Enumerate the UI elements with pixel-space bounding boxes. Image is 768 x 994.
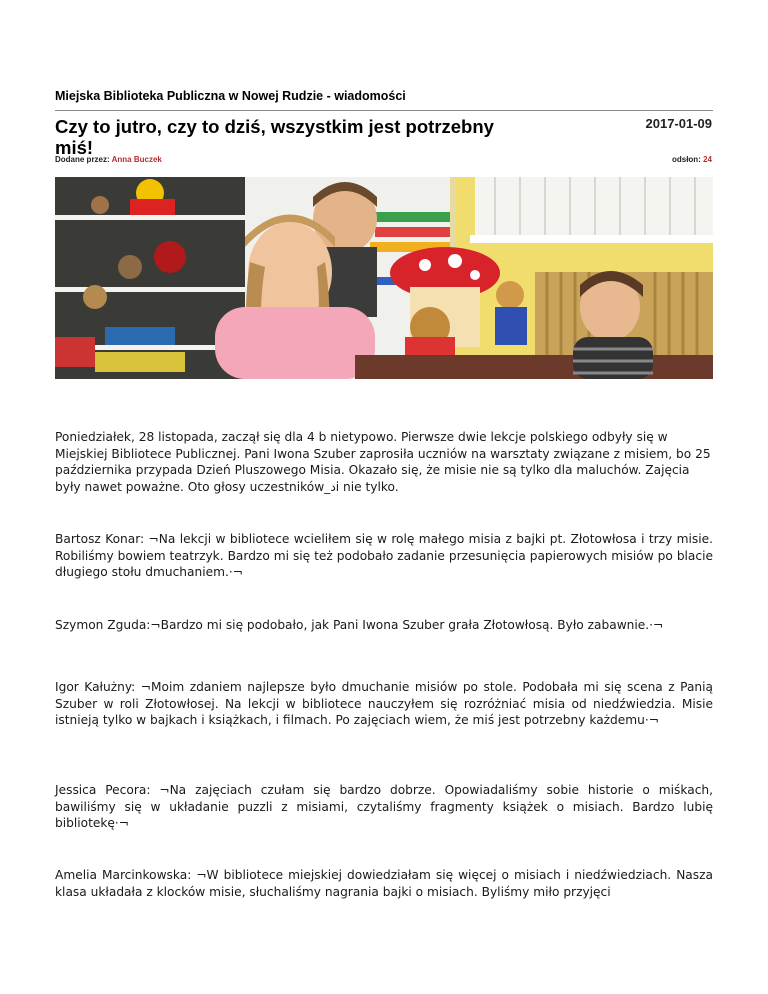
article-paragraph-quote: Bartosz Konar: ¬Na lekcji w bibliotece wcieliłem się w rolę małego misia z bajki pt. Złotowłosa i trzy misie. Robiliśmy bowiem teatrzyk. Bardzo mi się też podobało zadanie przesunięcia papierowych misiów po blacie długiego stołu dmuchaniem.·¬ (55, 532, 713, 579)
header-divider (55, 110, 713, 111)
byline (55, 155, 162, 164)
article-paragraph-intro: Poniedziałek, 28 listopada, zaczął się dla 4 b nietypowo. Pierwsze dwie lekcje polskiego odbyły się w Miejskiej Bibliotece Publicznej. Pani Iwona Szuber zaprosiła uczniów na warsztaty związane z misiem, bo 25 października przypada Dzień Pluszowego Misia. Okazało się, że misie nie są tylko dla maluchów. Zajęcia były nawet poważne. Oto głosy uczestników_ﺩi nie tylko. (55, 430, 711, 494)
article-date: 2017-01-09 (645, 116, 712, 131)
view-counter (672, 155, 712, 164)
author-link[interactable]: Anna Buczek (111, 155, 162, 164)
article-paragraph-quote: Szymon Zguda:¬Bardzo mi się podobało, jak Pani Iwona Szuber grała Złotowłosą. Było zabawnie.·¬ (55, 618, 664, 632)
article-title: Czy to jutro, czy to dziś, wszystkim jest potrzebny miś! (55, 116, 494, 158)
article-paragraph-quote: Jessica Pecora: ¬Na zajęciach czułam się bardzo dobrze. Opowiadaliśmy sobie historie o miśkach, bawiliśmy się w układanie puzzli z misiami, czytaliśmy fragmenty książek o misiach. Bardzo lubię bibliotekę·¬ (55, 783, 713, 830)
article-paragraph-quote: Amelia Marcinkowska: ¬W bibliotece miejskiej dowiedziałam się więcej o misiach i niedźwiedziach. Nasza klasa układała z klocków misie, słuchaliśmy nagrania bajki o misiach. Byliśmy miło przyjęci (55, 868, 713, 899)
article-photo (55, 177, 713, 379)
site-title: Miejska Biblioteka Publiczna w Nowej Rudzie - wiadomości (55, 89, 406, 103)
byline-label: Dodane przez: (55, 155, 110, 164)
article-photo-illustration (55, 177, 713, 379)
views-label: odsłon: (671, 155, 701, 164)
article-paragraph-quote: Igor Kałużny: ¬Moim zdaniem najlepsze było dmuchanie misiów po stole. Podobała mi się scena z Panią Szuber w roli Złotowłosej. Na lekcji w bibliotece nauczyłem się rozróżniać misia od niedźwiedzia. Misie istnieją tylko w bajkach i książkach, i filmach. Po zajęciach wiem, że miś jest potrzebny każdemu·¬ (55, 680, 713, 727)
views-count: 24 (703, 155, 712, 164)
